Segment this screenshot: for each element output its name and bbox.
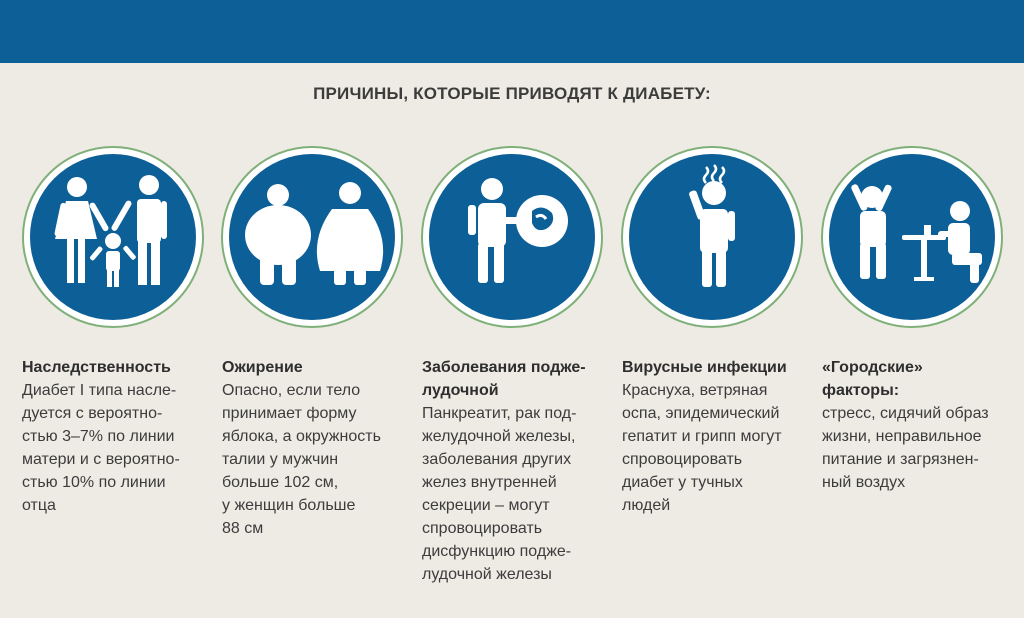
cause-text-line: больше 102 см, [222,474,339,491]
cause-text-line: дуется с вероятно- [22,405,163,422]
cause-text-line: лудочной железы [422,566,552,583]
cause-virus-infections [622,356,818,517]
cause-pancreas-disease [422,356,618,586]
cause-heading: Вирусные инфекции [622,359,787,376]
cause-text-line: талии у мужчин [222,451,339,468]
top-banner [0,0,1024,63]
cause-text-line: Диабет I типа насле- [22,382,177,399]
cause-heredity [22,356,218,517]
cause-text-line: желудочной железы, [422,428,576,445]
cause-text-line: стресс, сидячий образ [822,405,989,422]
cause-heading: факторы: [822,382,900,399]
cause-text-line: заболевания других [422,451,572,468]
cause-heading: Наследственность [22,359,171,376]
cause-text-line: матери и с вероятно- [22,451,180,468]
cause-text-line: ный воздух [822,474,906,491]
cause-text-line: Краснуха, ветряная [622,382,768,399]
cause-text-line: гепатит и грипп могут [622,428,782,445]
cause-text-line: стью 3–7% по линии [22,428,175,445]
cause-heading: «Городские» [822,359,923,376]
cause-text-line: 88 см [222,520,264,537]
virus-infection-icon [620,145,804,329]
cause-obesity [222,356,418,540]
cause-text-line: яблока, а окружность [222,428,381,445]
cause-text-line: принимает форму [222,405,357,422]
cause-text-line: дисфункцию подже- [422,543,572,560]
cause-text-line: Панкреатит, рак под- [422,405,577,422]
family-icon [21,145,205,329]
cause-text-line: оспа, эпидемический [622,405,780,422]
cause-urban-factors [822,356,1018,494]
cause-text-line: питание и загрязнен- [822,451,979,468]
cause-text-line: жизни, неправильное [822,428,982,445]
cause-text-line: секреции – могут [422,497,550,514]
page-title: ПРИЧИНЫ, КОТОРЫЕ ПРИВОДЯТ К ДИАБЕТУ: [313,84,711,103]
cause-text-line: спровоцировать [422,520,543,537]
cause-heading: Заболевания подже- [422,359,586,376]
pancreas-disease-icon [420,145,604,329]
cause-text-line: у женщин больше [222,497,356,514]
cause-text-line: Опасно, если тело [222,382,361,399]
cause-text-line: отца [22,497,56,514]
cause-heading: лудочной [422,382,499,399]
urban-factors-icon [820,145,1004,329]
cause-text-line: желез внутренней [422,474,557,491]
cause-text-line: людей [622,497,671,514]
obesity-icon [220,145,404,329]
cause-text-line: диабет у тучных [622,474,743,491]
cause-text-line: стью 10% по линии [22,474,166,491]
cause-heading: Ожирение [222,359,303,376]
cause-text-line: спровоцировать [622,451,743,468]
